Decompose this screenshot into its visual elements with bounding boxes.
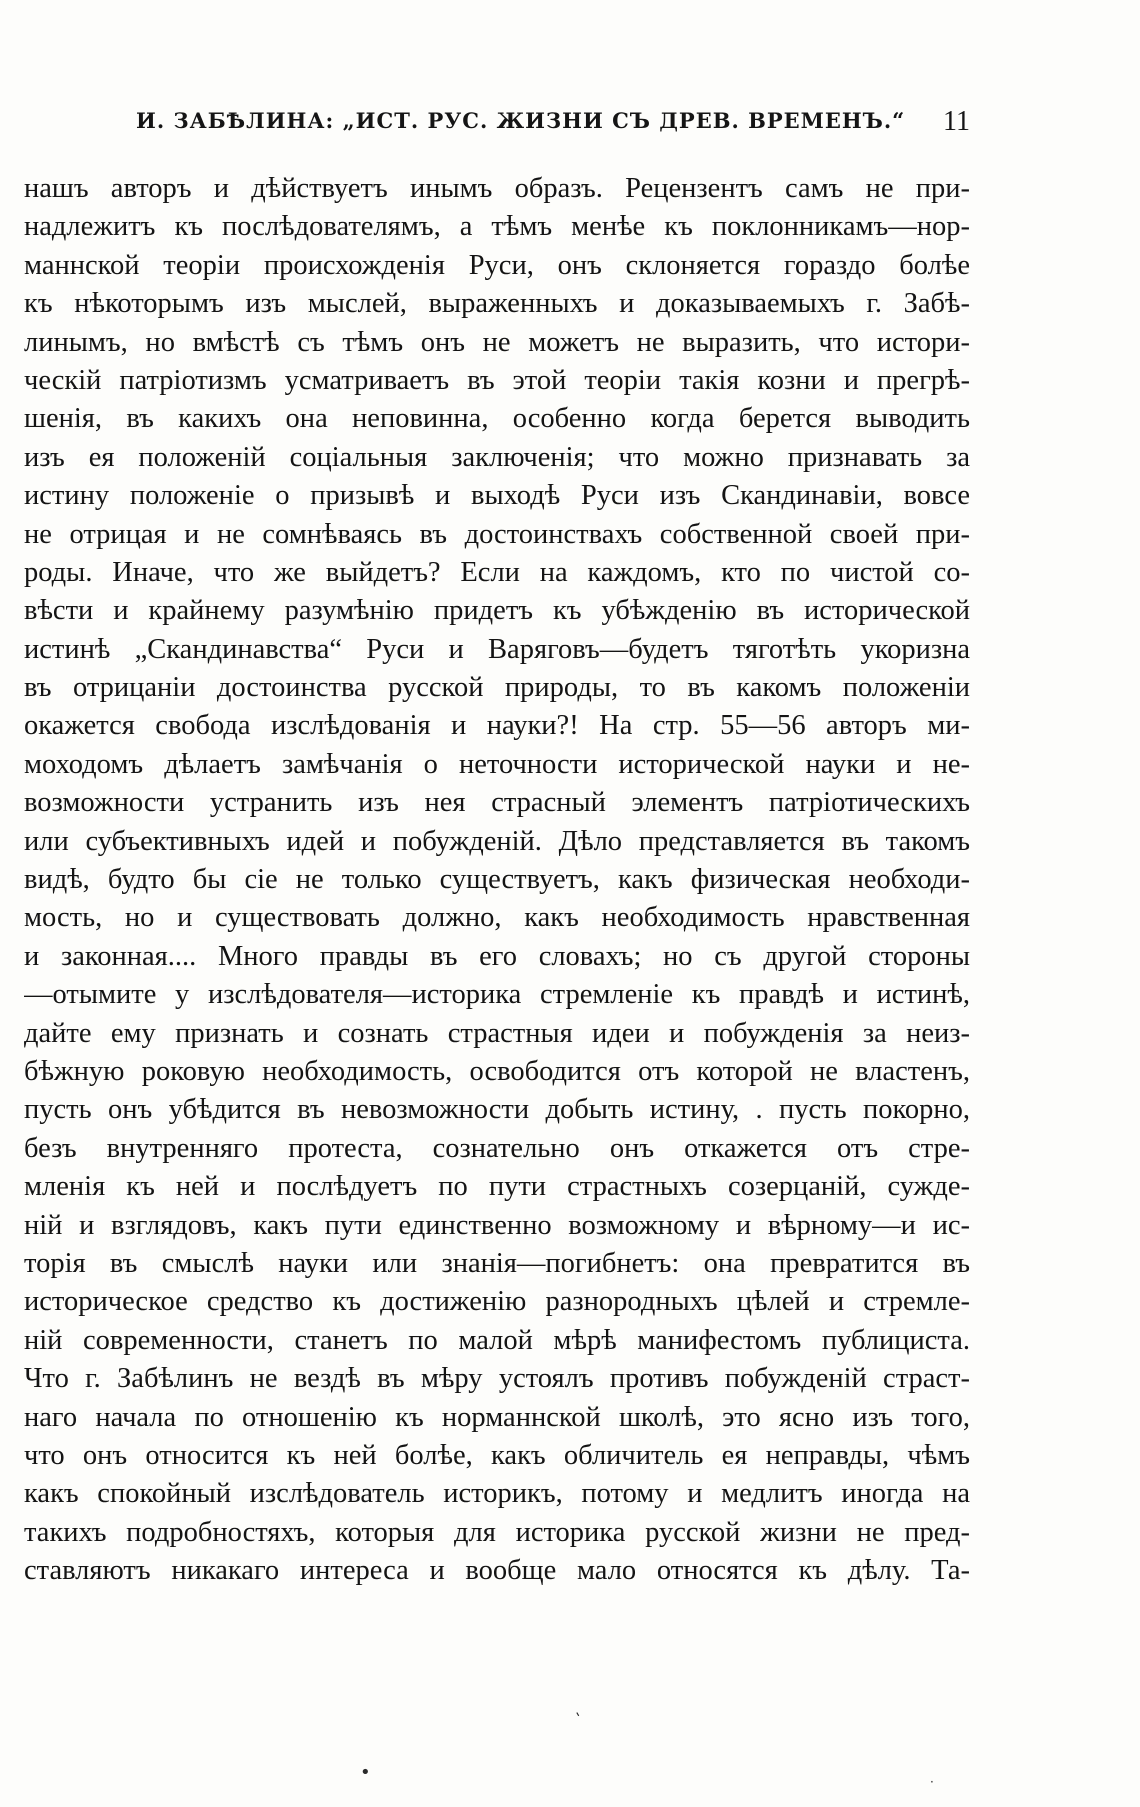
text-line: истинѣ „Скандинавства“ Руси и Варяговъ—будетъ тяготѣть укоризна [24,633,970,665]
print-speck-mark: · [930,1775,934,1789]
text-line: въ отрицаніи достоинства русской природы, то въ какомъ положеніи [24,672,970,704]
text-line: какъ спокойный изслѣдователь историкъ, потому и медлитъ иногда на [24,1478,970,1510]
page-number: 11 [943,106,970,137]
running-header [24,108,970,148]
text-line: бѣжную роковую необходимость, освободится отъ которой не властенъ, [24,1055,970,1087]
text-line: мленія къ ней и послѣдуетъ по пути страстныхъ созерцаній, сужде- [24,1171,970,1203]
print-speck-mark: • [360,1762,371,1783]
text-line: мость, но и существовать должно, какъ необходимость нравственная [24,902,970,934]
text-line: вѣсти и крайнему разумѣнію придетъ къ убѣжденію въ исторической [24,595,970,627]
text-line: ній и взглядовъ, какъ пути единственно возможному и вѣрному—и ис- [24,1209,970,1241]
text-line: ставляютъ никакаго интереса и вообще мало относятся къ дѣлу. Та- [24,1555,970,1587]
text-line: ческій патріотизмъ усматриваетъ въ этой теоріи такія козни и прегрѣ- [24,364,970,396]
text-line: къ нѣкоторымъ изъ мыслей, выраженныхъ и доказываемыхъ г. Забѣ- [24,288,970,320]
text-line: торія въ смыслѣ науки или знанія—погибнетъ: она превратится въ [24,1247,970,1279]
text-line: роды. Иначе, что же выйдетъ? Если на каждомъ, кто по чистой со- [24,556,970,588]
text-line: моходомъ дѣлаетъ замѣчанія о неточности исторической науки и не- [24,748,970,780]
text-line: пусть онъ убѣдится въ невозможности добыть истину, . пусть покорно, [24,1094,970,1126]
text-line: линымъ, но вмѣстѣ съ тѣмъ онъ не можетъ не выразить, что истори- [24,326,970,358]
text-line: дайте ему признать и сознать страстныя идеи и побужденія за неиз- [24,1017,970,1049]
text-line: и законная.... Много правды въ его словахъ; но съ другой стороны [24,940,970,972]
body-text [24,170,970,1590]
text-line: что онъ относится къ ней болѣе, какъ обличитель ея неправды, чѣмъ [24,1439,970,1471]
running-title: И. ЗАБѢЛИНА: „ИСТ. РУС. ЖИЗНИ СЪ ДРЕВ. ВРЕМЕНЪ.“ [136,108,906,133]
text-line: видѣ, будто бы сіе не только существуетъ, какъ физическая необходи- [24,864,970,896]
print-speck-mark: ' [574,1710,586,1726]
text-line: изъ ея положеній соціальныя заключенія; что можно признавать за [24,441,970,473]
text-line: безъ внутренняго протеста, сознательно онъ откажется отъ стре- [24,1132,970,1164]
text-line: возможности устранить изъ нея страсный элементъ патріотическихъ [24,787,970,819]
text-line: ній современности, станетъ по малой мѣрѣ манифестомъ публициста. [24,1324,970,1356]
text-line: наго начала по отношенію къ норманнской школѣ, это ясно изъ того, [24,1401,970,1433]
text-line: надлежитъ къ послѣдователямъ, а тѣмъ менѣе къ поклонникамъ—нор- [24,211,970,243]
text-line: такихъ подробностяхъ, которыя для историка русской жизни не пред- [24,1516,970,1548]
text-line: —отымите у изслѣдователя—историка стремленіе къ правдѣ и истинѣ, [24,979,970,1011]
text-line: шенія, въ какихъ она неповинна, особенно когда берется выводить [24,403,970,435]
text-line: не отрицая и не сомнѣваясь въ достоинствахъ собственной своей при- [24,518,970,550]
text-line: истину положеніе о призывѣ и выходѣ Руси изъ Скандинавіи, вовсе [24,480,970,512]
text-line: Что г. Забѣлинъ не вездѣ въ мѣру устоялъ противъ побужденій страст- [24,1363,970,1395]
text-line: окажется свобода изслѣдованія и науки?! На стр. 55—56 авторъ ми- [24,710,970,742]
text-line: нашъ авторъ и дѣйствуетъ инымъ образъ. Рецензентъ самъ не при- [24,173,970,204]
text-line: или субъективныхъ идей и побужденій. Дѣло представляется въ такомъ [24,825,970,857]
text-line: маннской теоріи происхожденія Руси, онъ склоняется гораздо болѣе [24,249,970,281]
text-line: историческое средство къ достиженію разнородныхъ цѣлей и стремле- [24,1286,970,1318]
